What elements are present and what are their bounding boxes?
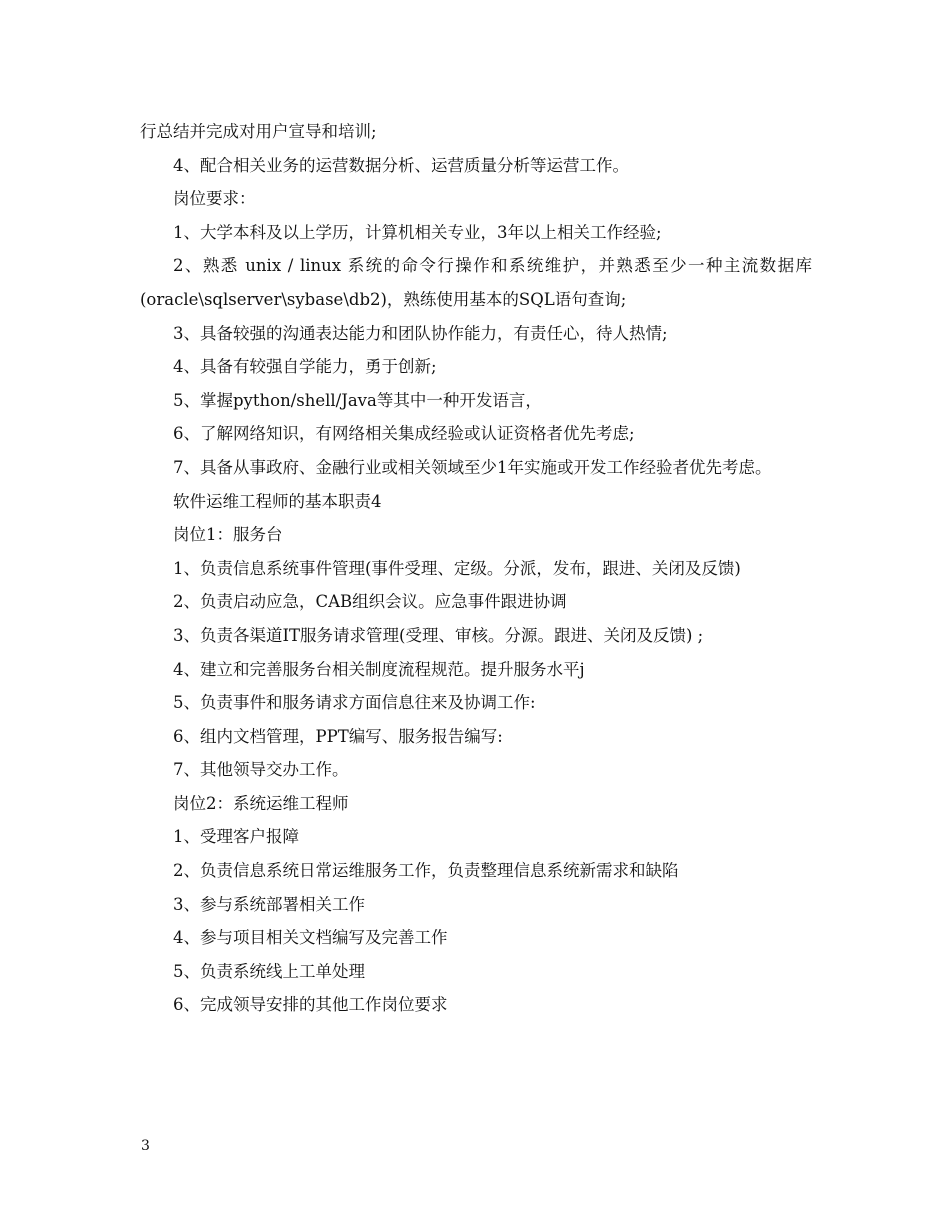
paragraph: 1、受理客户报障	[173, 827, 299, 847]
paragraph: 4、建立和完善服务台相关制度流程规范。提升服务水平j	[173, 659, 585, 679]
paragraph: 3、参与系统部署相关工作	[173, 894, 365, 914]
paragraph: 行总结并完成对用户宣导和培训;	[140, 122, 377, 141]
paragraph: 3、具备较强的沟通表达能力和团队协作能力，有责任心，待人热情;	[173, 323, 668, 343]
paragraph: 1、大学本科及以上学历，计算机相关专业，3年以上相关工作经验;	[173, 222, 662, 242]
paragraph: 3、负责各渠道IT服务请求管理(受理、审核。分源。跟进、关闭及反馈) ;	[173, 625, 704, 645]
paragraph: 5、掌握python/shell/Java等其中一种开发语言，	[173, 390, 542, 410]
paragraph: 5、负责事件和服务请求方面信息往来及协调工作:	[173, 693, 536, 713]
paragraph: 2、熟悉 unix / linux 系统的命令行操作和系统维护，并熟悉至少一种主流数据库(oracle\sqlserver\sybase\db2)，熟练使用基本的SQL语句查询;	[140, 256, 812, 309]
paragraph: 1、负责信息系统事件管理(事件受理、定级。分派，发布，跟进、关闭及反馈)	[173, 558, 741, 578]
paragraph: 6、组内文档管理，PPT编写、服务报告编写:	[173, 726, 503, 746]
paragraph: 7、具备从事政府、金融行业或相关领域至少1年实施或开发工作经验者优先考虑。	[173, 457, 772, 477]
paragraph: 6、完成领导安排的其他工作岗位要求	[173, 995, 448, 1015]
paragraph: 4、配合相关业务的运营数据分析、运营质量分析等运营工作。	[173, 155, 629, 175]
paragraph: 7、其他领导交办工作。	[173, 760, 349, 780]
paragraph: 4、参与项目相关文档编写及完善工作	[173, 928, 448, 948]
page-number: 3	[141, 1138, 150, 1154]
document-body	[140, 115, 812, 1022]
paragraph: 岗位要求：	[173, 189, 256, 209]
paragraph: 岗位1：服务台	[173, 525, 283, 545]
paragraph: 2、负责信息系统日常运维服务工作，负责整理信息系统新需求和缺陷	[173, 861, 679, 881]
paragraph: 5、负责系统线上工单处理	[173, 961, 365, 981]
paragraph: 4、具备有较强自学能力，勇于创新;	[173, 357, 437, 377]
paragraph: 软件运维工程师的基本职责4	[173, 491, 382, 511]
paragraph: 岗位2：系统运维工程师	[173, 793, 349, 813]
paragraph: 2、负责启动应急，CAB组织会议。应急事件跟进协调	[173, 592, 567, 612]
paragraph: 6、了解网络知识，有网络相关集成经验或认证资格者优先考虑;	[173, 424, 635, 444]
